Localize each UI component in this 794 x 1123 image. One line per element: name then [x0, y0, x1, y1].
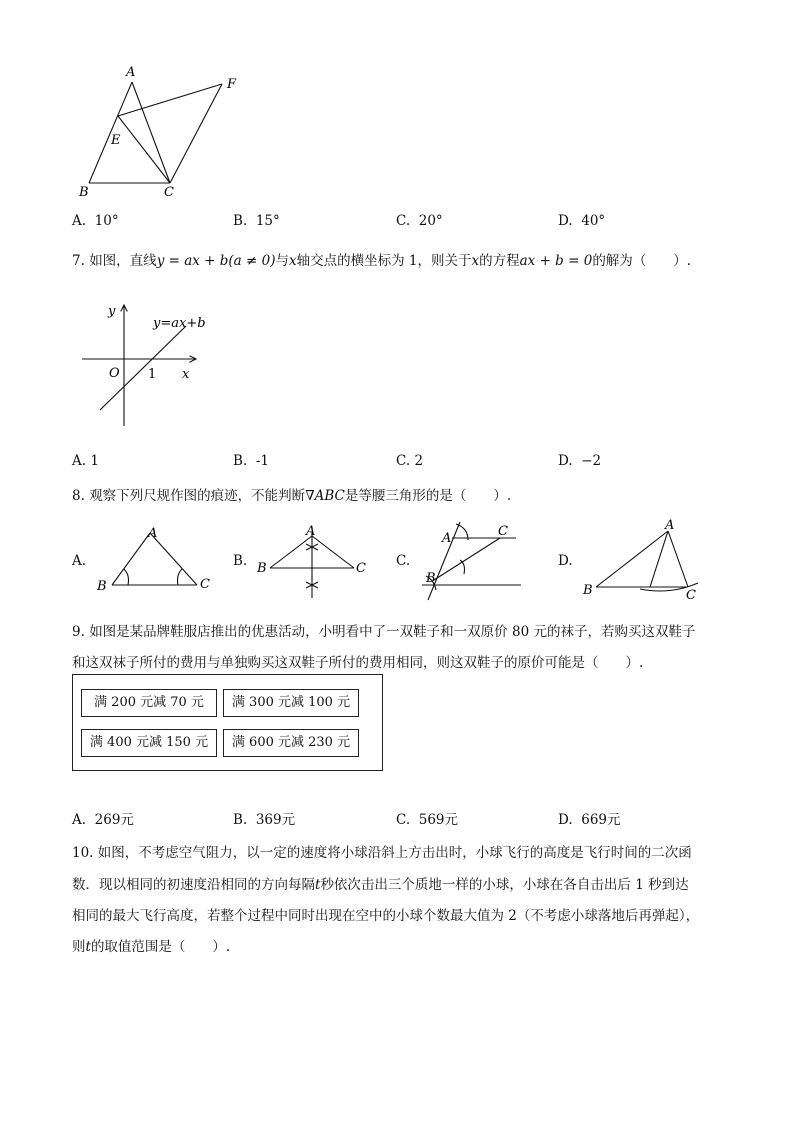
q8a-label-c: C [200, 577, 210, 592]
q8a-label-a: A [148, 526, 158, 541]
q6-label-b: B [79, 185, 89, 200]
q8-figure-a [92, 525, 222, 595]
promo-300: 满 300 元减 100 元 [223, 689, 359, 717]
q9-option-a[interactable]: A. 269元 [72, 812, 134, 828]
promo-200: 满 200 元减 70 元 [81, 689, 217, 717]
q8-option-a[interactable]: A. [72, 553, 87, 569]
q8-stem: 8. 观察下列尺规作图的痕迹，不能判断∇ABC是等腰三角形的是（ ）. [72, 488, 512, 504]
q6-option-c[interactable]: C. 20° [396, 213, 443, 229]
q10-stem-line-2: 数．现以相同的初速度沿相同的方向每隔t秒依次击出三个质地一样的小球，小球在各自击出后 1 秒到达 [72, 877, 689, 893]
q8d-label-a: A [665, 518, 675, 533]
q7-stem: 7. 如图，直线y = ax + b(a ≠ 0)与x轴交点的横坐标为 1，则关于x的方程ax + b = 0的解为（ ）. [72, 253, 692, 269]
q9-option-c[interactable]: C. 569元 [396, 812, 459, 828]
q6-label-a: A [126, 65, 136, 80]
q8b-label-c: C [356, 561, 366, 576]
q8-option-c[interactable]: C. [396, 553, 411, 569]
q8-option-d[interactable]: D. [558, 553, 573, 569]
q8c-label-a: A [442, 531, 452, 546]
q8b-label-a: A [306, 524, 316, 539]
q7-one-label: 1 [148, 367, 157, 382]
promo-600: 满 600 元减 230 元 [223, 729, 359, 757]
q8c-label-c: C [498, 524, 508, 539]
q7-y-label: y [108, 304, 116, 319]
promo-panel [72, 674, 383, 771]
q7-origin-label: O [109, 366, 120, 381]
q8d-label-c: C [686, 588, 696, 603]
q8b-label-b: B [257, 561, 267, 576]
q10-stem-line-4: 则t的取值范围是（ ）. [72, 939, 231, 955]
q7-option-d[interactable]: D. −2 [558, 453, 602, 469]
q6-label-c: C [164, 185, 174, 200]
q7-figure [78, 298, 218, 430]
q6-option-b[interactable]: B. 15° [233, 213, 280, 229]
q7-option-c[interactable]: C. 2 [396, 453, 424, 469]
q8c-label-b: B [426, 571, 436, 586]
q6-option-a[interactable]: A. 10° [72, 213, 119, 229]
q7-option-a[interactable]: A. 1 [72, 453, 99, 469]
q8a-label-b: B [97, 579, 107, 594]
q7-option-b[interactable]: B. -1 [233, 453, 269, 469]
q10-stem-line-3: 相同的最大飞行高度，若整个过程中同时出现在空中的小球个数最大值为 2（不考虑小球落地后再弹起）， [72, 908, 700, 924]
q6-figure [72, 60, 252, 205]
q8d-label-b: B [583, 583, 593, 598]
q9-option-d[interactable]: D. 669元 [558, 812, 621, 828]
q8-figure-d [580, 515, 710, 605]
q8-figure-b [254, 522, 374, 602]
q9-stem-line-2: 和这双袜子所付的费用与单独购买这双鞋子所付的费用相同，则这双鞋子的原价可能是（ ）. [72, 655, 644, 671]
q9-stem-line-1: 9. 如图是某品牌鞋服店推出的优惠活动，小明看中了一双鞋子和一双原价 80 元的袜子，若购买这双鞋子 [72, 624, 696, 640]
q7-x-label: x [182, 367, 190, 382]
q6-label-f: F [227, 77, 237, 92]
q10-stem-line-1: 10. 如图，不考虑空气阻力，以一定的速度将小球沿斜上方击出时，小球飞行的高度是飞行时间的二次函 [72, 845, 692, 861]
q8-option-b[interactable]: B. [233, 553, 248, 569]
q6-label-e: E [111, 133, 121, 148]
q6-option-d[interactable]: D. 40° [558, 213, 606, 229]
q9-option-b[interactable]: B. 369元 [233, 812, 296, 828]
q8-figure-c [416, 518, 526, 604]
q7-line-label: y=ax+b [153, 316, 206, 331]
promo-400: 满 400 元减 150 元 [81, 729, 217, 757]
